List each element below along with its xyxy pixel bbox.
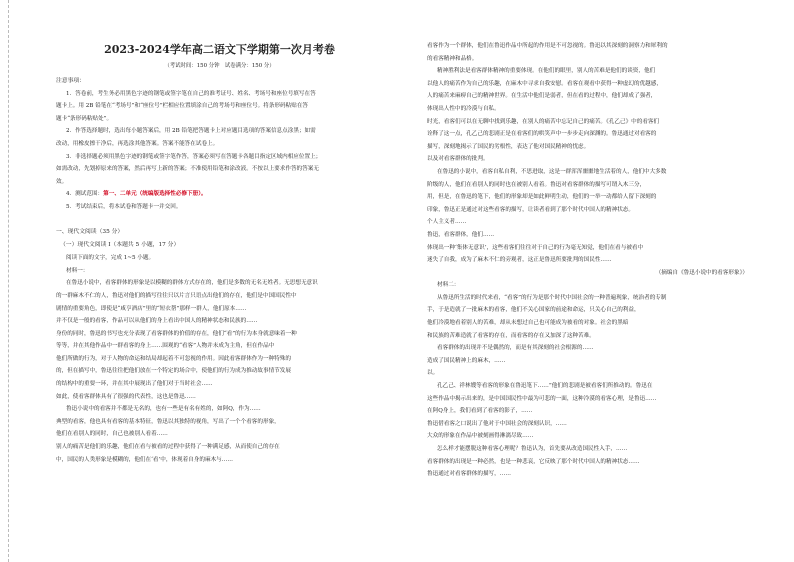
body-line: 他们冷漠地看着别人的苦难，却从未想过自己也可能成为被看的对象。社会的黑暗 <box>427 320 629 327</box>
body-line: 看客作为一个群体，他们在鲁迅作品中所起的作用是不可忽视的。鲁迅以其深刻的洞察力和犀利的 <box>427 43 668 49</box>
body-line: 鲁迅小说中的看客并不都是无名的，也有一些是有名有姓的，如阿Q，作为…… <box>66 406 261 413</box>
note-line: 如需改动，先划掉原来的答案，然后再写上新的答案；不准使用铅笔和涂改液。不按以上要求作答的答案无 <box>56 166 319 173</box>
body-line: 看客群体的出现是一种必然，也是一种悲哀，它反映了那个时代中国人的精神状态…… <box>427 458 640 465</box>
note-line: 改动，用橡皮擦干净后，再选涂其他答案。答案不能答在试卷上。 <box>56 140 219 147</box>
body-line: 这些作品中揭示出来的，是中国国民性中最为可悲的一面，这种冷漠的看客心理，是鲁迅…… <box>427 395 657 402</box>
body-line: 中，国民的人类形象是模糊的，他们在‘看’中，体现着自身的麻木与…… <box>56 456 233 463</box>
body-line: 看客群体的出现并不是偶然的，而是有其深刻的社会根源的…… <box>437 345 594 352</box>
note-line: 题卡“条形码粘贴处”。 <box>56 115 113 122</box>
body-line: 用，但是，在鲁迅的笔下，他们的形象却是如此鲜明生动，他们的一举一动都给人留下深刻的 <box>427 194 657 201</box>
right-page <box>397 0 794 562</box>
material-label: 材料二： <box>437 282 460 289</box>
body-line: 等等，并在其他作品中一群看客的身上……围观的“看客”人物并未成为主角，但在作品中 <box>56 343 275 350</box>
note-4-prefix: 4．测试范围： <box>66 191 104 198</box>
body-line: 个人主义者…… <box>427 219 467 226</box>
body-line: 别人的痛苦是他们的乐趣，他们在看与被看的过程中获得了一种满足感，从而使自己的存在 <box>56 444 280 451</box>
body-line: 迷失了自我，成为了麻木不仁的旁观者，这正是鲁迅所要批判的国民性…… <box>427 257 612 264</box>
body-line: 造成了国民精神上的麻木，…… <box>427 357 506 364</box>
body-line: 描写，深刻地揭示了国民的劣根性，表达了他对国民精神的忧虑。 <box>427 143 590 150</box>
body-line: 他们在看别人的同时，自己也被别人看着…… <box>56 431 168 438</box>
body-line: 人的痛苦来麻痹自己的精神世界。在生活中他们是弱者，但在看的过程中，他们却成了强者， <box>427 93 657 100</box>
body-line: 体现出一种‘集体无意识’，这些看客们往往对于自己的行为毫无知觉，他们在看与被看中 <box>427 244 644 251</box>
body-line: 剧情的重要角色，即使是“咸亨酒店”里的“短衣帮”那样一群人，他们原本…… <box>56 305 247 312</box>
body-line: 时光，看客们可以在无聊中找到乐趣，在别人的痛苦中忘记自己的痛苦。《孔乙己》中的看客们 <box>427 118 660 125</box>
test-scope: 第一、二单元（统编版选择性必修下册）。 <box>103 191 207 198</box>
body-line: 的看客精神和品格。 <box>427 55 478 62</box>
source-citation: （摘编自《鲁迅小说中的看客形象》） <box>655 269 748 276</box>
section-heading: 一、现代文阅读（35 分） <box>56 228 124 235</box>
note-line: 效。 <box>56 178 68 185</box>
body-line: 并不仅是一般的看客，作品可以从他们的身上看出中国人的精神状态和民族的…… <box>56 318 258 325</box>
body-line: 孔乙己、祥林嫂等看客的形象在鲁迅笔下……”他们的悲剧是被看客们所推动的。鲁迅在 <box>437 383 653 390</box>
body-line: 印象，鲁迅正是通过对这些看客的描写，让读者看到了那个时代中国人的精神状态。 <box>427 206 634 213</box>
note-line: 题卡上。用 2B 铅笔在“考场号”和“座位号”栏相应位置填涂自己的考场号和座位号。将条形码粘贴在答 <box>56 103 309 110</box>
body-line: 以及对看客群体的批判。 <box>427 156 489 163</box>
body-line: 的，但在描写中，鲁迅往往把他们放在一个特定的场合中，使他们的行为成为推动故事情节发展 <box>56 368 291 375</box>
note-line: 3．非选择题必须用黑色字迹的钢笔或签字笔作答，答案必须写在答题卡各题目指定区域内相应位置上； <box>66 153 322 160</box>
body-line: 他们所做的行为，对于人物的命运和结局却起着不可忽视的作用。因此看客群体作为一种特殊的 <box>56 355 291 362</box>
body-line: 以他人的痛苦作为自己的乐趣，在麻木中寻求自我安慰。看客在观看中获得一种虚幻的优越感， <box>427 80 662 87</box>
body-line: 阶级的人，他们在看别人的同时也在被别人看着。鲁迅对看客群体的描写可谓入木三分， <box>427 181 646 188</box>
note-line: 2．作答选择题时，选出每小题答案后，用 2B 铅笔把答题卡上对应题目选项的答案信息点涂黑；如需 <box>66 128 316 135</box>
material-label: 材料一： <box>66 267 89 274</box>
body-line: 从鲁迅所生活的时代来看，“看客”的行为是那个时代中国社会的一种普遍现象，统治者的专制 <box>437 294 667 301</box>
body-line: 以。 <box>427 370 439 377</box>
instruction: 阅读下面的文字，完成 1~5 小题。 <box>66 255 155 262</box>
body-line: 如此，使看客群体具有了很强的代表性，这也是鲁迅…… <box>56 393 196 400</box>
note-5: 5．考试结束后，将本试卷和答题卡一并交回。 <box>66 203 182 210</box>
exam-meta: （考试时间：150 分钟 试卷满分：150 分） <box>164 63 275 69</box>
body-line: 在鲁迅小说中，看客群体的形象是以模糊的群体方式存在的，他们是多数的无名无姓者。无思想无意识 <box>66 280 318 287</box>
body-line: 典型的看客，他也具有看客的基本特征，鲁迅以其独特的视角，写出了一个个看客的形象， <box>56 418 280 425</box>
body-line: 体现出人性中的冷漠与自私。 <box>427 105 500 112</box>
subsection-heading: （一）现代文阅读 I（本题共 5 小题，17 分） <box>60 242 180 249</box>
body-line: 的结构中的重要一环，并在其中展现出了他们对于当时社会…… <box>56 381 213 388</box>
body-line: 大众的形象在作品中被刻画得淋漓尽致…… <box>427 433 534 440</box>
exam-title: 2023-2024学年高二语文下学期第一次月考卷 <box>104 43 335 56</box>
body-line: 诠释了这一点，孔乙己的悲剧正是在看客们的哄笑声中一步步走向深渊的。鲁迅通过对看客的 <box>427 131 657 138</box>
body-line: 鲁迅借看客之口说出了他对于中国社会的深刻认识，…… <box>427 420 567 427</box>
body-line: 鲁迅通过对看客群体的描写，…… <box>427 471 511 478</box>
note-line: 1．答卷前，考生务必用黑色字迹的钢笔或签字笔在自己的准考证号、姓名、考场号和座位号填写在答 <box>66 90 316 97</box>
body-line: 身份的同时，鲁迅的书写也充分表现了看客群体的价值的存在，他们“看”的行为本身就意味着一种 <box>56 330 297 337</box>
note-4 <box>56 188 383 201</box>
body-line: 和民族的苦难造就了看客的存在，而看客的存在又加深了这种苦难。 <box>427 332 595 339</box>
body-line: 精神胜利法是看客群体精神的重要体现。在他们的眼里，别人的苦难是他们的谈资，他们 <box>437 68 656 75</box>
notes-heading: 注意事项： <box>56 78 85 84</box>
body-line: 在阿Q身上，我们看到了看客的影子，…… <box>427 408 533 415</box>
body-line: 在鲁迅的小说中，看客自私自利，不思进取，这是一群浑浑噩噩地生活着的人，他们中大多数 <box>437 168 667 175</box>
body-line: 手，于是造就了一批麻木的看客，他们不关心国家的前途和命运，只关心自己的利益， <box>427 307 640 314</box>
body-line: 鲁迅，看客群体，他们…… <box>427 231 495 238</box>
body-line: 的一群麻木不仁的人，鲁迅对他们的描写往往只以片言只语点出他们的存在，他们是中国国民性中 <box>56 292 297 299</box>
body-line: 怎么样才能摆脱这种看客心理呢？鲁迅认为，首先要从改造国民性入手，…… <box>437 446 628 452</box>
